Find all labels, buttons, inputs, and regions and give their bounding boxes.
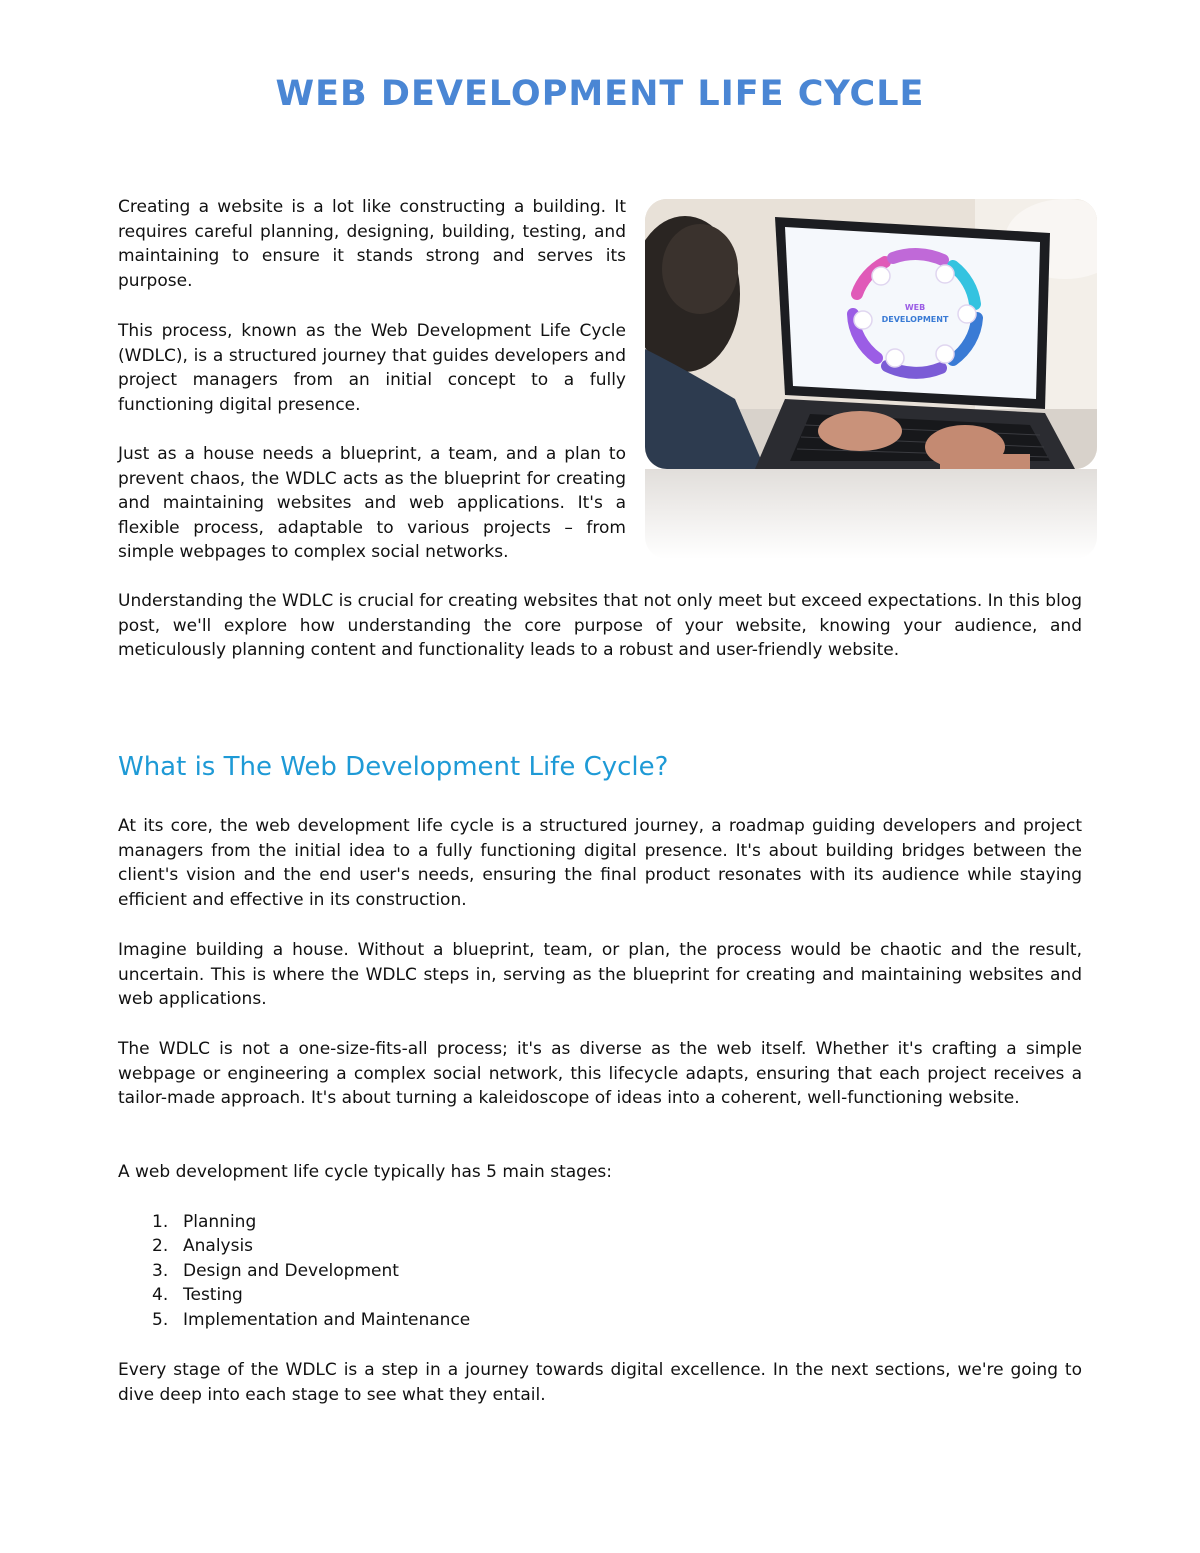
left-hand <box>818 411 902 451</box>
list-label: Implementation and Maintenance <box>183 1309 471 1330</box>
section-paragraph-3: The WDLC is not a one-size-fits-all process; it's as diverse as the web itself. Whether it's crafting a simple webpage or engineering a complex social network, this lifecycle adapts, ensuring that each project receives a tailor-made approach. It's about turning a kaleidoscope of ideas into a coherent, well-functioning website. <box>118 1039 1082 1109</box>
intro-paragraph-1: Creating a website is a lot like constructing a building. It requires careful planning, designing, building, testing, and maintaining to ensure it stands strong and serves its purpose. <box>118 197 626 291</box>
list-label: Planning <box>183 1212 257 1232</box>
stages-list <box>118 1210 470 1332</box>
list-item <box>118 1308 470 1332</box>
list-number: 5. <box>152 1309 169 1330</box>
hero-reflection <box>645 469 1097 559</box>
list-label: Testing <box>183 1285 243 1306</box>
screen-label-line2: DEVELOPMENT <box>881 315 949 324</box>
list-number: 4. <box>152 1285 169 1306</box>
page-title: WEB DEVELOPMENT LIFE CYCLE <box>275 74 925 114</box>
intro-paragraph-4: Understanding the WDLC is crucial for creating websites that not only meet but exceed expectations. In this blog post, we'll explore how understanding the core purpose of your website, knowing your audience, and meticulously planning content and functionality leads to a robust and user-friendly website. <box>118 591 1082 661</box>
laptop-screen <box>775 217 1050 409</box>
section-paragraph-2: Imagine building a house. Without a blueprint, team, or plan, the process would be chaotic and the result, uncertain. This is where the WDLC steps in, serving as the blueprint for creating and maintaining websites and web applications. <box>118 940 1082 1010</box>
section-paragraph-1: At its core, the web development life cycle is a structured journey, a roadmap guiding developers and project managers from the initial idea to a fully functioning digital presence. It's about building bridges between the client's vision and the end user's needs, ensuring the final product resonates with its audience while staying efficient and effective in its construction. <box>118 816 1082 910</box>
intro-paragraph-3: Just as a house needs a blueprint, a team, and a plan to prevent chaos, the WDLC acts as the blueprint for creating and maintaining websites and web applications. It's a flexible process, adaptable to various projects – from simple webpages to complex social networks. <box>118 444 626 563</box>
list-number: 2. <box>152 1236 169 1257</box>
list-number: 1. <box>152 1212 169 1232</box>
list-number: 3. <box>152 1260 169 1281</box>
list-item <box>118 1234 470 1258</box>
section-paragraph-4: A web development life cycle typically has 5 main stages: <box>118 1162 613 1182</box>
list-label: Design and Development <box>183 1260 399 1281</box>
hero-image <box>645 199 1097 469</box>
section-heading: What is The Web Development Life Cycle? <box>118 752 669 782</box>
list-item <box>118 1283 470 1307</box>
list-item <box>118 1259 470 1283</box>
section-paragraph-5: Every stage of the WDLC is a step in a journey towards digital excellence. In the next sections, we're going to dive deep into each stage to see what they entail. <box>118 1360 1082 1405</box>
screen-label-line1: WEB <box>904 303 926 312</box>
list-item <box>118 1210 470 1234</box>
list-label: Analysis <box>183 1236 254 1257</box>
intro-paragraph-2: This process, known as the Web Development Life Cycle (WDLC), is a structured journey that guides developers and project managers from an initial concept to a fully functioning digital presence. <box>118 321 626 415</box>
laptop-illustration <box>645 199 1097 469</box>
